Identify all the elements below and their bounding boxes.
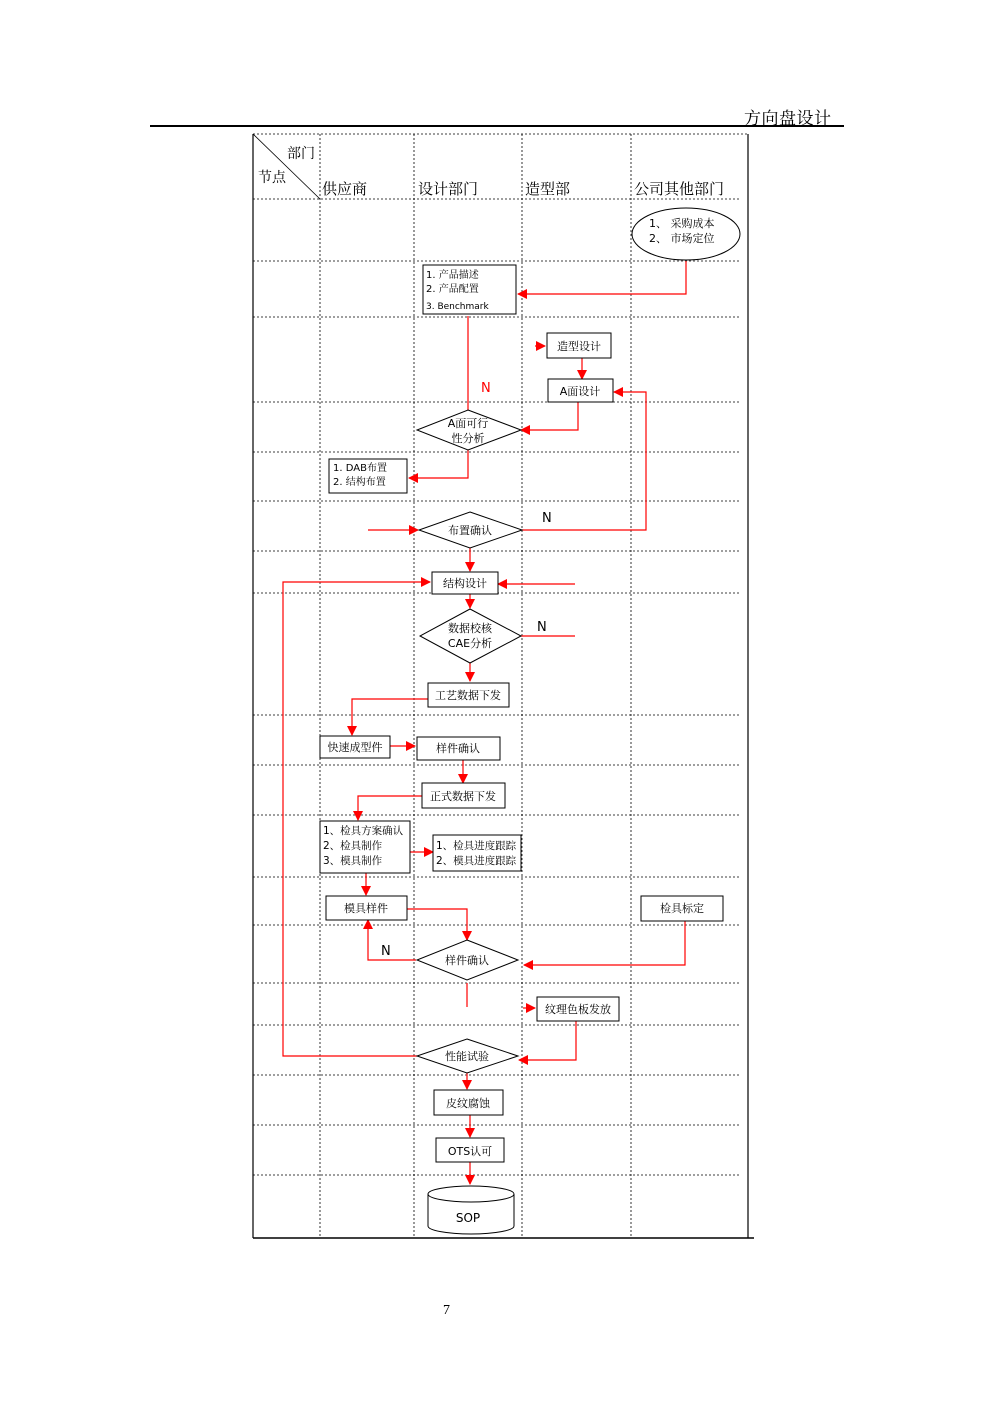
ots-approval-label: OTS认可 <box>447 1145 493 1158</box>
data-check-label-1: 数据校核 <box>448 622 492 635</box>
layout-confirm-diamond <box>419 512 522 548</box>
layout-item-1: 1. DAB布置 <box>333 463 387 474</box>
no-label-sample-confirm: N <box>381 944 391 959</box>
start-item-cost: 1、 采购成本 <box>649 217 715 230</box>
leather-etching-label: 皮纹腐蚀 <box>446 1097 490 1110</box>
process-release-box <box>428 683 509 707</box>
column-header-supplier: 供应商 <box>322 180 368 198</box>
requirements-item-1: 1. 产品描述 <box>426 270 479 281</box>
process-release-label: 工艺数据下发 <box>435 689 501 702</box>
no-label-feasibility: N <box>481 381 491 396</box>
sop-cylinder <box>428 1186 514 1234</box>
a-surface-design-box <box>548 379 613 402</box>
header-title: 方向盘设计 <box>744 109 832 129</box>
gauge-calibration-label: 检具标定 <box>660 902 704 915</box>
structure-design-label: 结构设计 <box>443 577 487 590</box>
sample-confirm-diamond <box>417 940 518 980</box>
layout-box <box>329 459 407 493</box>
rapid-prototype-box <box>320 736 390 758</box>
tooling-box <box>320 821 410 873</box>
styling-design-label: 造型设计 <box>557 340 601 353</box>
no-label-layout-confirm: N <box>542 511 552 526</box>
sample-confirm-box <box>417 737 500 760</box>
texture-release-box <box>537 997 619 1021</box>
formal-release-box <box>422 783 505 808</box>
gauge-calibration-box <box>641 896 723 921</box>
data-check-diamond <box>420 609 521 663</box>
formal-release-label: 正式数据下发 <box>430 790 496 803</box>
layout-item-2: 2. 结构布置 <box>333 477 386 488</box>
styling-design-box <box>547 333 611 358</box>
sop-label: SOP <box>455 1211 481 1225</box>
rapid-prototype-label: 快速成型件 <box>327 741 383 754</box>
layout-confirm-label: 布置确认 <box>448 524 492 537</box>
no-label-data-check: N <box>537 620 547 635</box>
column-header-other: 公司其他部门 <box>634 180 725 198</box>
mold-sample-label: 模具样件 <box>344 902 388 915</box>
sample-confirm-diamond-label: 样件确认 <box>445 954 489 967</box>
start-item-positioning: 2、 市场定位 <box>649 232 715 245</box>
tracking-box <box>433 835 521 871</box>
feasibility-label-1: A面可行 <box>447 417 489 430</box>
data-check-label-2: CAE分析 <box>447 637 493 650</box>
feasibility-diamond <box>417 410 521 450</box>
ots-approval-box <box>436 1138 504 1162</box>
corner-label-node: 节点 <box>258 170 286 186</box>
tooling-item-2: 2、检具制作 <box>323 840 383 852</box>
column-header-styling: 造型部 <box>525 180 571 198</box>
mold-sample-box <box>326 896 407 920</box>
leather-etching-box <box>434 1090 503 1115</box>
corner-label-department: 部门 <box>287 146 315 162</box>
start-ellipse <box>632 208 740 260</box>
requirements-box <box>423 265 516 314</box>
requirements-item-2: 2. 产品配置 <box>426 284 479 295</box>
requirements-item-3: 3. Benchmark <box>426 302 489 312</box>
tooling-item-1: 1、检具方案确认 <box>323 825 404 837</box>
tracking-item-2: 2、模具进度跟踪 <box>436 855 517 867</box>
feasibility-label-2: 性分析 <box>451 432 485 445</box>
sample-confirm-label: 样件确认 <box>436 742 480 755</box>
performance-test-diamond <box>417 1039 518 1073</box>
structure-design-box <box>432 572 498 594</box>
tooling-item-3: 3、模具制作 <box>323 855 383 867</box>
column-header-design: 设计部门 <box>418 180 479 198</box>
performance-test-label: 性能试验 <box>445 1050 489 1063</box>
tracking-item-1: 1、检具进度跟踪 <box>436 840 517 852</box>
a-surface-design-label: A面设计 <box>559 385 601 398</box>
page-number: 7 <box>443 1303 450 1318</box>
texture-release-label: 纹理色板发放 <box>545 1003 611 1016</box>
